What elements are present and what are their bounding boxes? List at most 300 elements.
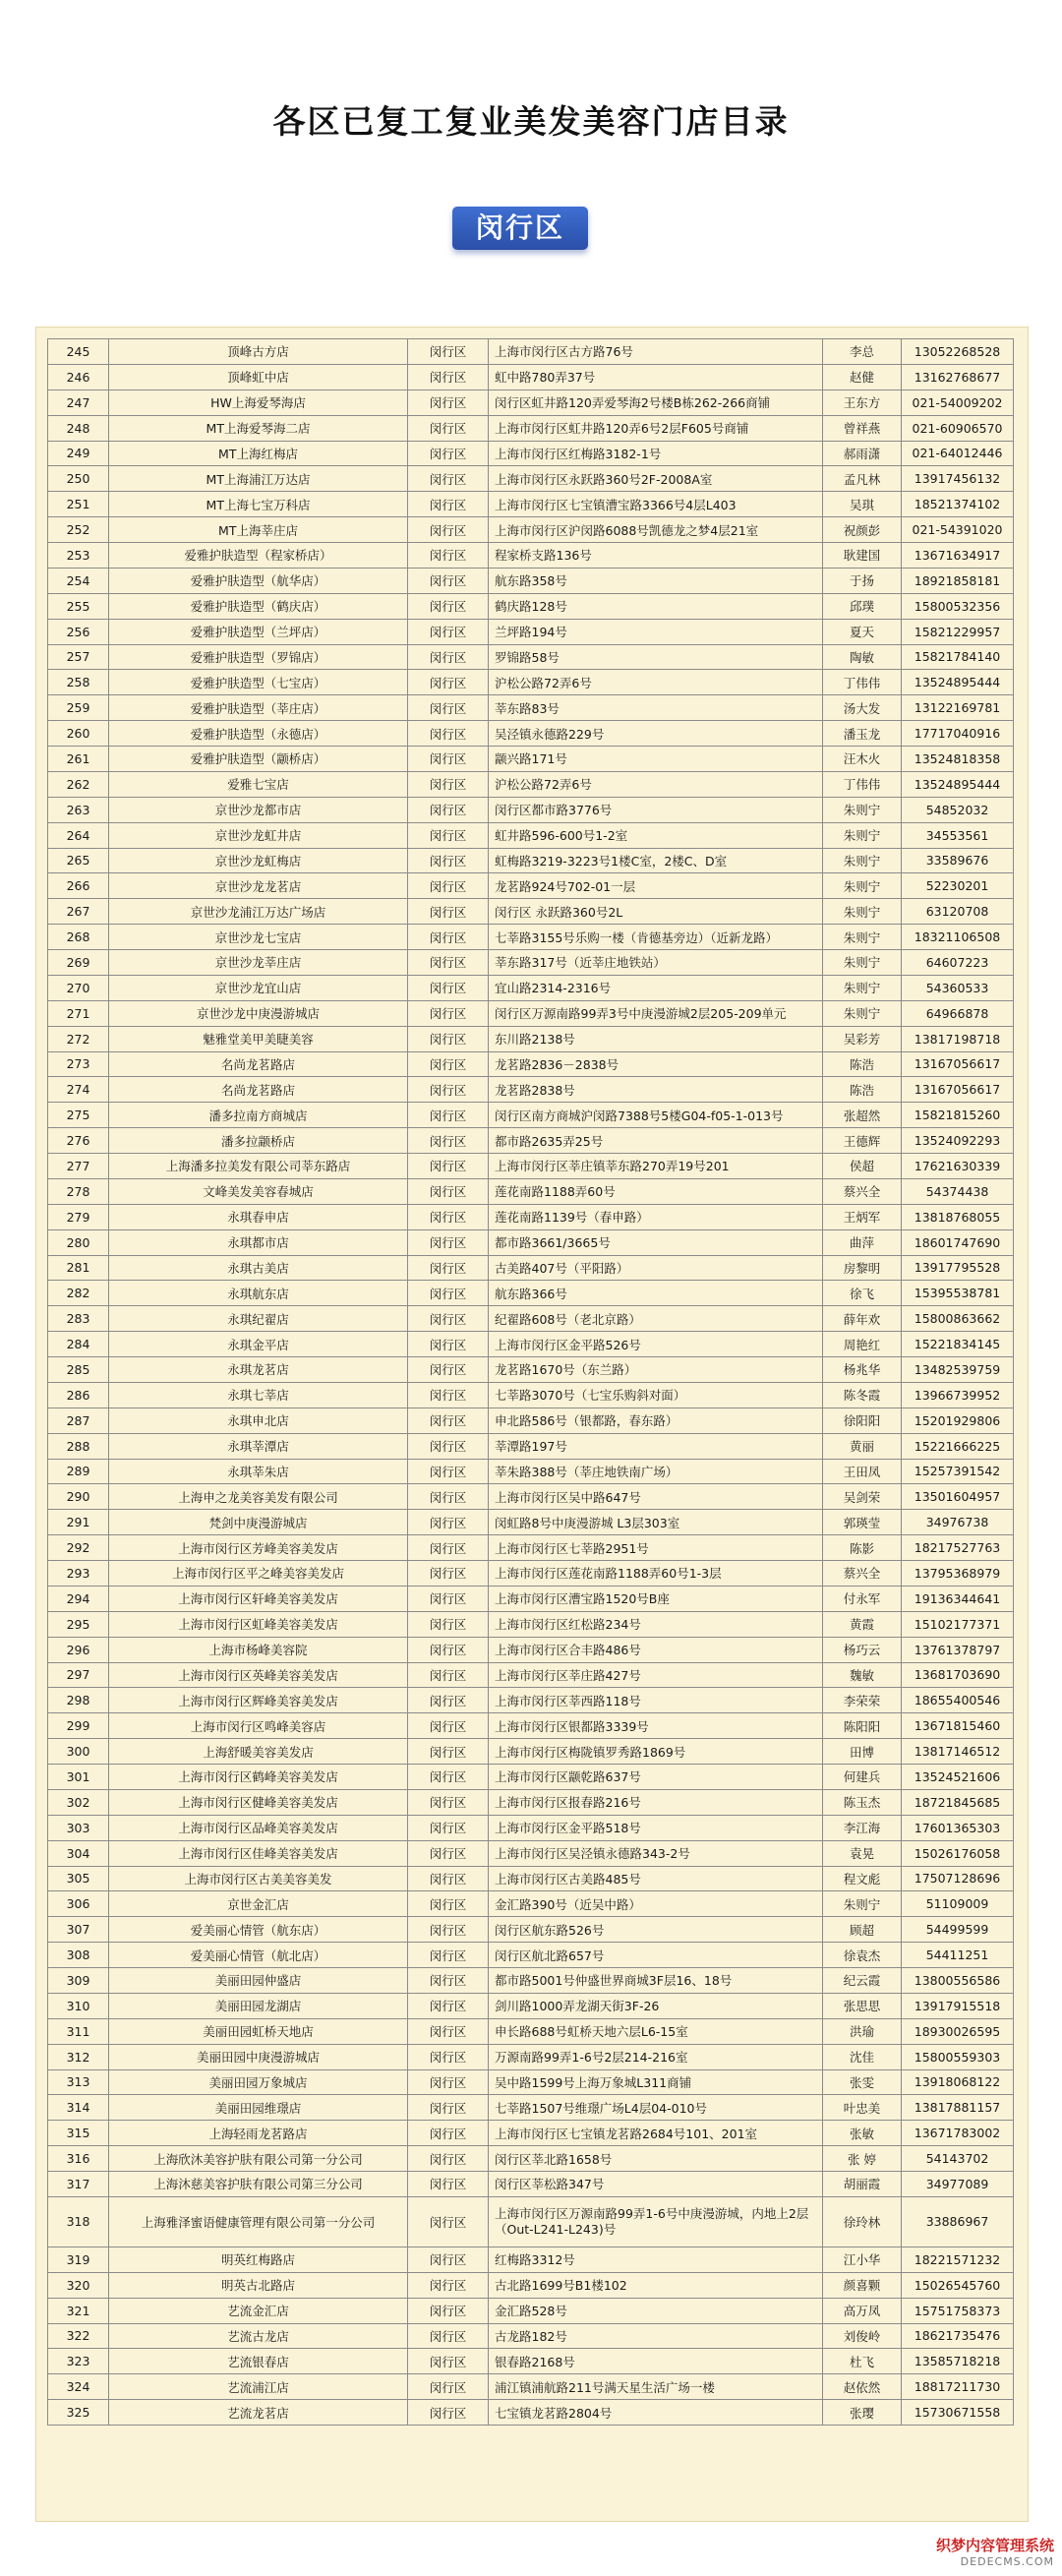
store-name: MT上海红梅店 [109,441,408,466]
contact-person: 黄霞 [823,1611,902,1637]
row-number: 288 [48,1433,109,1459]
row-number: 250 [48,466,109,492]
table-row [48,1637,1014,1662]
row-number: 248 [48,415,109,441]
phone: 021-54391020 [902,517,1014,543]
address: 莘朱路388号（莘庄地铁南广场） [489,1459,823,1484]
table-row [48,1204,1014,1229]
store-name: 上海市闵行区佳峰美容美发店 [109,1840,408,1866]
table-row [48,1713,1014,1739]
phone: 13167056617 [902,1077,1014,1103]
store-name: 上海市闵行区鹤峰美容美发店 [109,1765,408,1790]
phone: 13761378797 [902,1637,1014,1662]
watermark-line2: DEDECMS.COM [960,2555,1054,2568]
address: 上海市闵行区吴泾镇永德路343-2号 [489,1840,823,1866]
contact-person: 邱璞 [823,593,902,619]
table-row [48,1026,1014,1051]
address: 沪松公路72弄6号 [489,771,823,797]
watermark-line1: 织梦内容管理系统 [935,2537,1054,2554]
store-name: 永琪纪翟店 [109,1306,408,1332]
store-name: 京世沙龙都市店 [109,797,408,822]
table-row [48,517,1014,543]
table-row [48,2298,1014,2323]
district: 闵行区 [408,2069,489,2095]
row-number: 280 [48,1229,109,1255]
row-number: 261 [48,747,109,772]
table-row [48,721,1014,747]
store-name: 爱雅护肤造型（颛桥店） [109,747,408,772]
address: 上海市闵行区七宝镇漕宝路3366号4层L403 [489,492,823,517]
contact-person: 朱则宁 [823,873,902,899]
store-name: 永琪申北店 [109,1408,408,1433]
phone: 15800863662 [902,1306,1014,1332]
phone: 13524092293 [902,1128,1014,1154]
address: 虹井路596-600号1-2室 [489,822,823,848]
row-number: 272 [48,1026,109,1051]
contact-person: 颜喜颗 [823,2272,902,2298]
contact-person: 陈冬霞 [823,1382,902,1408]
contact-person: 王德辉 [823,1128,902,1154]
store-name: 美丽田园中庚漫游城店 [109,2044,408,2069]
table-row [48,797,1014,822]
contact-person: 赵依然 [823,2374,902,2400]
contact-person: 朱则宁 [823,822,902,848]
phone: 18601747690 [902,1229,1014,1255]
contact-person: 丁伟伟 [823,670,902,695]
phone: 33589676 [902,848,1014,873]
table-row [48,925,1014,950]
address: 上海市闵行区金平路518号 [489,1815,823,1840]
contact-person: 朱则宁 [823,975,902,1000]
district: 闵行区 [408,1840,489,1866]
phone: 15821784140 [902,644,1014,670]
district: 闵行区 [408,899,489,925]
address: 莘东路83号 [489,695,823,721]
table-row [48,1332,1014,1357]
table-row [48,1789,1014,1815]
table-row [48,1229,1014,1255]
address: 闵行区莘北路1658号 [489,2146,823,2172]
address: 上海市闵行区古方路76号 [489,339,823,365]
phone: 15730671558 [902,2400,1014,2426]
address: 龙茗路924号702-01一层 [489,873,823,899]
row-number: 263 [48,797,109,822]
address: 闵行区都市路3776号 [489,797,823,822]
store-name: 上海市闵行区芳峰美容美发店 [109,1535,408,1561]
table-row [48,1765,1014,1790]
district: 闵行区 [408,2044,489,2069]
address: 上海市闵行区报春路216号 [489,1789,823,1815]
row-number: 267 [48,899,109,925]
phone: 13482539759 [902,1357,1014,1383]
phone: 13524521606 [902,1765,1014,1790]
address: 金汇路390号（近吴中路） [489,1891,823,1917]
phone: 13800556586 [902,1968,1014,1994]
contact-person: 王炳军 [823,1204,902,1229]
address: 上海市闵行区莘庄镇莘东路270弄19号201 [489,1154,823,1179]
address: 纪翟路608号（老北京路） [489,1306,823,1332]
address: 剑川路1000弄龙湖天街3F-26 [489,1993,823,2018]
contact-person: 周艳红 [823,1332,902,1357]
district: 闵行区 [408,2247,489,2272]
district: 闵行区 [408,1077,489,1103]
table-row [48,1662,1014,1688]
phone: 19136344641 [902,1586,1014,1611]
address: 上海市闵行区永跃路360号2F-2008A室 [489,466,823,492]
store-name: MT上海莘庄店 [109,517,408,543]
contact-person: 陈玉杰 [823,1789,902,1815]
row-number: 310 [48,1993,109,2018]
row-number: 302 [48,1789,109,1815]
district: 闵行区 [408,1789,489,1815]
address: 闵行区航东路526号 [489,1917,823,1943]
row-number: 323 [48,2349,109,2374]
address: 古龙路182号 [489,2323,823,2349]
store-name: 潘多拉颛桥店 [109,1128,408,1154]
phone: 34553561 [902,822,1014,848]
district: 闵行区 [408,1332,489,1357]
row-number: 254 [48,568,109,593]
contact-person: 叶忠美 [823,2095,902,2121]
store-name: 上海市闵行区品峰美容美发店 [109,1815,408,1840]
row-number: 246 [48,364,109,389]
table-row [48,1281,1014,1306]
table-row [48,1154,1014,1179]
phone: 18655400546 [902,1688,1014,1713]
contact-person: 徐阳阳 [823,1408,902,1433]
store-name: 上海市闵行区虹峰美容美发店 [109,1611,408,1637]
row-number: 275 [48,1103,109,1128]
phone: 64607223 [902,950,1014,976]
district: 闵行区 [408,1026,489,1051]
contact-person: 吴彩芳 [823,1026,902,1051]
address: 虹梅路3219-3223号1楼C室，2楼C、D室 [489,848,823,873]
district: 闵行区 [408,1204,489,1229]
phone: 54411251 [902,1943,1014,1968]
district: 闵行区 [408,1739,489,1765]
row-number: 291 [48,1510,109,1535]
district: 闵行区 [408,1662,489,1688]
district: 闵行区 [408,568,489,593]
district: 闵行区 [408,2400,489,2426]
contact-person: 陈浩 [823,1051,902,1077]
phone: 13524818358 [902,747,1014,772]
address: 古北路1699号B1楼102 [489,2272,823,2298]
address: 七莘路3155号乐购一楼（肯德基旁边）（近新龙路） [489,925,823,950]
district: 闵行区 [408,619,489,644]
address: 虹中路780弄37号 [489,364,823,389]
district: 闵行区 [408,822,489,848]
district: 闵行区 [408,441,489,466]
row-number: 245 [48,339,109,365]
row-number: 284 [48,1332,109,1357]
contact-person: 顾超 [823,1917,902,1943]
address: 上海市闵行区漕宝路1520号B座 [489,1586,823,1611]
phone: 13817198718 [902,1026,1014,1051]
store-name: HW上海爱琴海店 [109,389,408,415]
row-number: 315 [48,2121,109,2146]
address: 航东路358号 [489,568,823,593]
store-name: 上海市闵行区英峰美容美发店 [109,1662,408,1688]
store-name: 爱雅七宝店 [109,771,408,797]
store-name: 名尚龙茗路店 [109,1051,408,1077]
phone: 13817881157 [902,2095,1014,2121]
row-number: 317 [48,2172,109,2197]
phone: 54499599 [902,1917,1014,1943]
district: 闵行区 [408,848,489,873]
store-name: 永琪春申店 [109,1204,408,1229]
contact-person: 刘俊岭 [823,2323,902,2349]
phone: 52230201 [902,873,1014,899]
phone: 15026176058 [902,1840,1014,1866]
address: 上海市闵行区古美路485号 [489,1866,823,1891]
row-number: 304 [48,1840,109,1866]
row-number: 319 [48,2247,109,2272]
district: 闵行区 [408,2095,489,2121]
address: 宜山路2314-2316号 [489,975,823,1000]
row-number: 300 [48,1739,109,1765]
table-row [48,1815,1014,1840]
contact-person: 于扬 [823,568,902,593]
table-row [48,1866,1014,1891]
district: 闵行区 [408,389,489,415]
address: 上海市闵行区金平路526号 [489,1332,823,1357]
phone: 15821815260 [902,1103,1014,1128]
store-name: 美丽田园万象城店 [109,2069,408,2095]
district: 闵行区 [408,2323,489,2349]
district: 闵行区 [408,2374,489,2400]
address: 闵行区虹井路120弄爱琴海2号楼B栋262-266商铺 [489,389,823,415]
row-number: 289 [48,1459,109,1484]
store-name: 艺流金汇店 [109,2298,408,2323]
phone: 18521374102 [902,492,1014,517]
phone: 15221666225 [902,1433,1014,1459]
phone: 021-54009202 [902,389,1014,415]
phone: 18721845685 [902,1789,1014,1815]
store-name: 艺流浦江店 [109,2374,408,2400]
address: 龙茗路2838号 [489,1077,823,1103]
address: 上海市闵行区红梅路3182-1号 [489,441,823,466]
row-number: 271 [48,1000,109,1026]
phone: 18921858181 [902,568,1014,593]
contact-person: 郭瑛莹 [823,1510,902,1535]
district: 闵行区 [408,364,489,389]
table-row [48,1255,1014,1281]
row-number: 257 [48,644,109,670]
phone: 15221834145 [902,1332,1014,1357]
table-row [48,1739,1014,1765]
contact-person: 张 婷 [823,2146,902,2172]
contact-person: 张超然 [823,1103,902,1128]
district: 闵行区 [408,1178,489,1204]
table-row [48,873,1014,899]
row-number: 252 [48,517,109,543]
phone: 18217527763 [902,1535,1014,1561]
contact-person: 薛年欢 [823,1306,902,1332]
phone: 13671634917 [902,543,1014,569]
page-title: 各区已复工复业美发美容门店目录 [272,102,790,141]
district: 闵行区 [408,492,489,517]
district: 闵行区 [408,1128,489,1154]
address: 红梅路3312号 [489,2247,823,2272]
district: 闵行区 [408,1688,489,1713]
store-name: 潘多拉南方商城店 [109,1103,408,1128]
contact-person: 潘玉龙 [823,721,902,747]
phone: 13966739952 [902,1382,1014,1408]
row-number: 281 [48,1255,109,1281]
store-name: 爱雅护肤造型（鹤庆店） [109,593,408,619]
phone: 15026545760 [902,2272,1014,2298]
phone: 17507128696 [902,1866,1014,1891]
table-row [48,2400,1014,2426]
row-number: 266 [48,873,109,899]
phone: 15821229957 [902,619,1014,644]
contact-person: 何建兵 [823,1765,902,1790]
contact-person: 付永军 [823,1586,902,1611]
district: 闵行区 [408,1382,489,1408]
row-number: 324 [48,2374,109,2400]
district: 闵行区 [408,797,489,822]
store-name: 艺流古龙店 [109,2323,408,2349]
contact-person: 郝雨潇 [823,441,902,466]
store-name: 明英古北路店 [109,2272,408,2298]
district: 闵行区 [408,593,489,619]
contact-person: 曾祥燕 [823,415,902,441]
row-number: 301 [48,1765,109,1790]
address: 闵行区莘松路347号 [489,2172,823,2197]
contact-person: 陶敏 [823,644,902,670]
contact-person: 江小华 [823,2247,902,2272]
store-name: MT上海七宝万科店 [109,492,408,517]
contact-person: 袁晃 [823,1840,902,1866]
district: 闵行区 [408,2298,489,2323]
address: 闵行区航北路657号 [489,1943,823,1968]
address: 申北路586号（银都路，春东路） [489,1408,823,1433]
contact-person: 朱则宁 [823,848,902,873]
district: 闵行区 [408,1433,489,1459]
store-name: 顶峰古方店 [109,339,408,365]
district: 闵行区 [408,466,489,492]
phone: 17601365303 [902,1815,1014,1840]
contact-person: 吴剑荣 [823,1484,902,1510]
store-name: 爱雅护肤造型（程家桥店） [109,543,408,569]
contact-person: 杨巧云 [823,1637,902,1662]
address: 银春路2168号 [489,2349,823,2374]
store-name: 名尚龙茗路店 [109,1077,408,1103]
table-row [48,1943,1014,1968]
district: 闵行区 [408,2146,489,2172]
district: 闵行区 [408,1281,489,1306]
district: 闵行区 [408,925,489,950]
phone: 13818768055 [902,1204,1014,1229]
contact-person: 张思思 [823,1993,902,2018]
table-row [48,1306,1014,1332]
phone: 64966878 [902,1000,1014,1026]
store-name: 爱雅护肤造型（罗锦店） [109,644,408,670]
store-name: 爱雅护肤造型（兰坪店） [109,619,408,644]
table-row [48,2018,1014,2044]
row-number: 279 [48,1204,109,1229]
row-number: 314 [48,2095,109,2121]
table-row [48,848,1014,873]
phone: 13585718218 [902,2349,1014,2374]
store-name: 上海欣沐美容护肤有限公司第一分公司 [109,2146,408,2172]
phone: 17717040916 [902,721,1014,747]
row-number: 249 [48,441,109,466]
row-number: 282 [48,1281,109,1306]
table-row [48,1459,1014,1484]
table-row [48,1535,1014,1561]
address: 都市路3661/3665号 [489,1229,823,1255]
address: 航东路366号 [489,1281,823,1306]
district: 闵行区 [408,1535,489,1561]
phone: 54143702 [902,2146,1014,2172]
row-number: 270 [48,975,109,1000]
contact-person: 祝颜彭 [823,517,902,543]
district: 闵行区 [408,2018,489,2044]
table-row [48,771,1014,797]
row-number: 297 [48,1662,109,1688]
store-name: 京世沙龙七宝店 [109,925,408,950]
contact-person: 杨兆华 [823,1357,902,1383]
address: 七莘路1507号维璟广场L4层04-010号 [489,2095,823,2121]
phone: 13917456132 [902,466,1014,492]
store-name: 上海市闵行区平之峰美容美发店 [109,1561,408,1587]
contact-person: 高万凤 [823,2298,902,2323]
store-name: 爱美丽心情管（航东店） [109,1917,408,1943]
table-row [48,2044,1014,2069]
table-row [48,1077,1014,1103]
district: 闵行区 [408,1357,489,1383]
contact-person: 朱则宁 [823,797,902,822]
table-row [48,2196,1014,2247]
district: 闵行区 [408,517,489,543]
contact-person: 李总 [823,339,902,365]
table-row [48,568,1014,593]
address: 莲花南路1188弄60号 [489,1178,823,1204]
row-number: 256 [48,619,109,644]
store-name: 魅雅堂美甲美睫美容 [109,1026,408,1051]
address: 上海市闵行区红松路234号 [489,1611,823,1637]
contact-person: 朱则宁 [823,950,902,976]
phone: 18321106508 [902,925,1014,950]
phone: 18221571232 [902,2247,1014,2272]
address: 莘东路317号（近莘庄地铁站） [489,950,823,976]
district: 闵行区 [408,1459,489,1484]
phone: 54852032 [902,797,1014,822]
contact-person: 汪木火 [823,747,902,772]
address: 兰坪路194号 [489,619,823,644]
address: 上海市闵行区吴中路647号 [489,1484,823,1510]
district: 闵行区 [408,873,489,899]
phone: 13795368979 [902,1561,1014,1587]
phone: 34976738 [902,1510,1014,1535]
phone: 54360533 [902,975,1014,1000]
contact-person: 徐袁杰 [823,1943,902,1968]
table-row [48,2095,1014,2121]
row-number: 265 [48,848,109,873]
store-name: 京世沙龙中庚漫游城店 [109,1000,408,1026]
table-row [48,822,1014,848]
watermark [936,2535,1054,2568]
table-row [48,1000,1014,1026]
store-name: 梵剑中庚漫游城店 [109,1510,408,1535]
row-number: 278 [48,1178,109,1204]
table-row [48,2146,1014,2172]
address: 程家桥支路136号 [489,543,823,569]
row-number: 313 [48,2069,109,2095]
row-number: 251 [48,492,109,517]
